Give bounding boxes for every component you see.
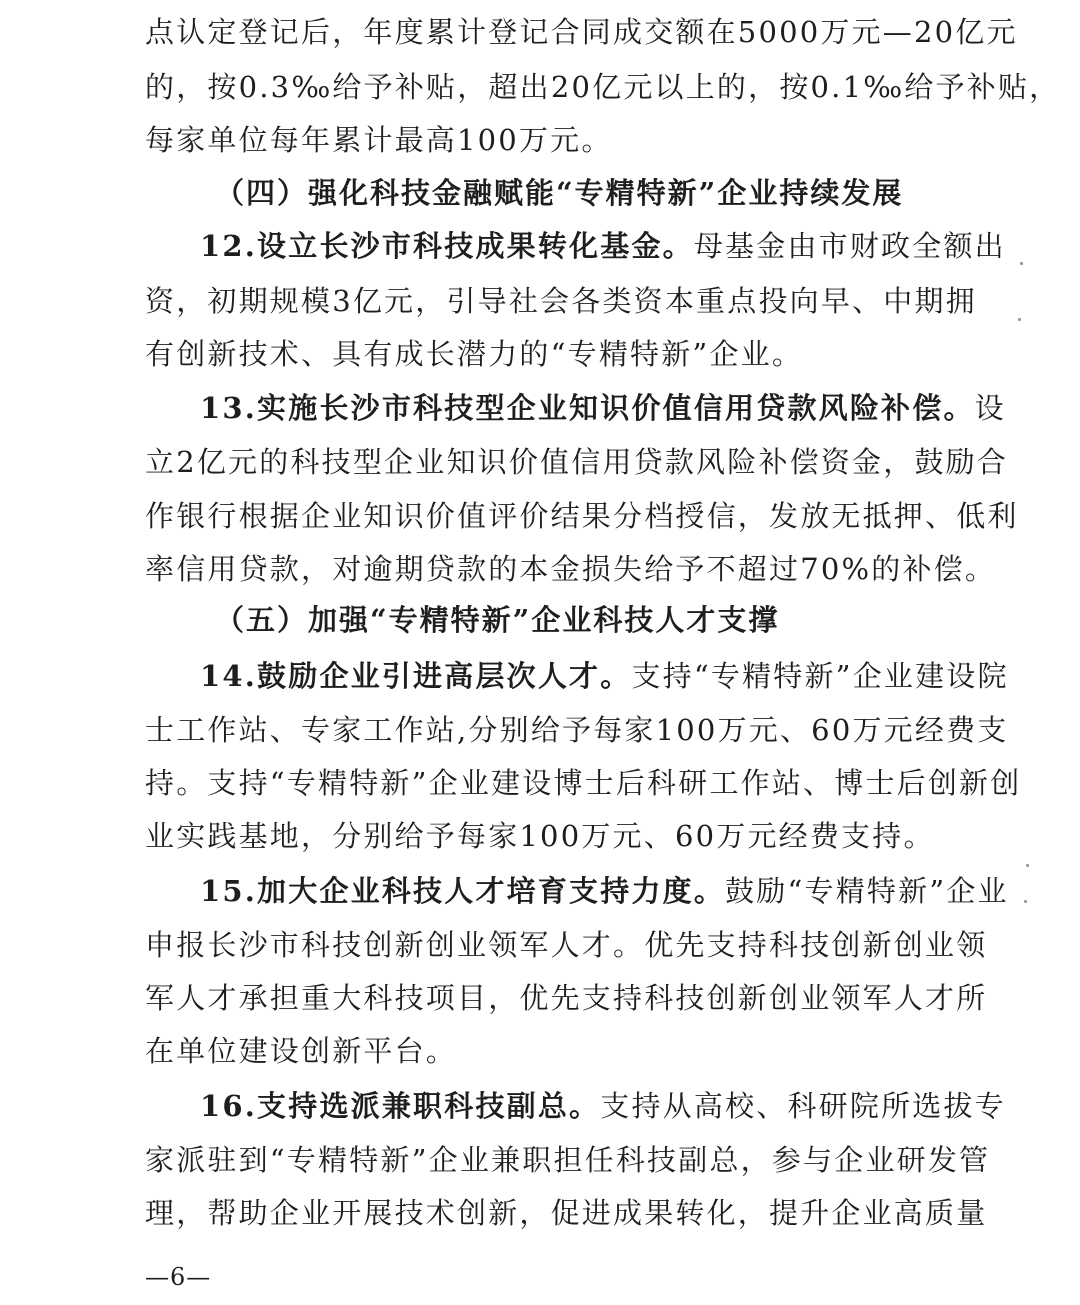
- item-15-text: 鼓励“专精特新”企业: [725, 874, 1009, 908]
- paragraph-line: 作银行根据企业知识价值评价结果分档授信，发放无抵押、低利: [145, 499, 1019, 533]
- paragraph-line: 的，按0.3‰给予补贴，超出20亿元以上的，按0.1‰给予补贴，: [145, 70, 1061, 104]
- scan-speck: [1018, 318, 1021, 321]
- item-12-text: 母基金由市财政全额出: [693, 229, 1006, 263]
- paragraph-line: 军人才承担重大科技项目，优先支持科技创新创业领军人才所: [145, 981, 988, 1015]
- paragraph-line: 资，初期规模3亿元，引导社会各类资本重点投向早、中期拥: [145, 284, 977, 318]
- item-14-first-line: [200, 656, 1009, 696]
- item-14-title: 14.鼓励企业引进高层次人才。: [200, 659, 632, 693]
- paragraph-line: 在单位建设创新平台。: [145, 1034, 458, 1068]
- paragraph-line: 点认定登记后，年度累计登记合同成交额在5000万元—20亿元: [145, 15, 1018, 49]
- scan-speck: [1024, 900, 1027, 903]
- section-heading-4: （四）强化科技金融赋能“专精特新”企业持续发展: [215, 176, 904, 210]
- item-16-text: 支持从高校、科研院所选拔专: [600, 1089, 1006, 1123]
- paragraph-line: 理，帮助企业开展技术创新，促进成果转化，提升企业高质量: [145, 1196, 988, 1230]
- item-13-title: 13.实施长沙市科技型企业知识价值信用贷款风险补偿。: [200, 391, 975, 425]
- paragraph-line: 士工作站、专家工作站,分别给予每家100万元、60万元经费支: [145, 713, 1009, 747]
- paragraph-line: 立2亿元的科技型企业知识价值信用贷款风险补偿资金，鼓励合: [145, 445, 1009, 479]
- paragraph-line: 每家单位每年累计最高100万元。: [145, 123, 613, 157]
- item-15-title: 15.加大企业科技人才培育支持力度。: [200, 874, 726, 908]
- item-12-first-line: [200, 226, 1006, 266]
- paragraph-line: 申报长沙市科技创新创业领军人才。优先支持科技创新创业领: [145, 928, 988, 962]
- item-16-title: 16.支持选派兼职科技副总。: [200, 1089, 601, 1123]
- scan-speck: [1026, 864, 1029, 867]
- paragraph-line: 业实践基地，分别给予每家100万元、60万元经费支持。: [145, 819, 935, 853]
- item-16-first-line: [200, 1086, 1006, 1126]
- paragraph-line: 率信用贷款，对逾期贷款的本金损失给予不超过70%的补偿。: [145, 552, 997, 586]
- paragraph-line: 家派驻到“专精特新”企业兼职担任科技副总，参与企业研发管: [145, 1143, 991, 1177]
- item-12-title: 12.设立长沙市科技成果转化基金。: [200, 229, 694, 263]
- item-15-first-line: [200, 871, 1009, 911]
- scan-speck: [1020, 262, 1023, 265]
- item-13-first-line: [200, 388, 1006, 428]
- item-13-text: 设: [974, 391, 1006, 425]
- item-14-text: 支持“专精特新”企业建设院: [631, 659, 1009, 693]
- paragraph-line: 有创新技术、具有成长潜力的“专精特新”企业。: [145, 337, 804, 371]
- page-number: —6—: [145, 1263, 212, 1291]
- paragraph-line: 持。支持“专精特新”企业建设博士后科研工作站、博士后创新创: [145, 766, 1022, 800]
- section-heading-5: （五）加强“专精特新”企业科技人才支撑: [215, 603, 780, 637]
